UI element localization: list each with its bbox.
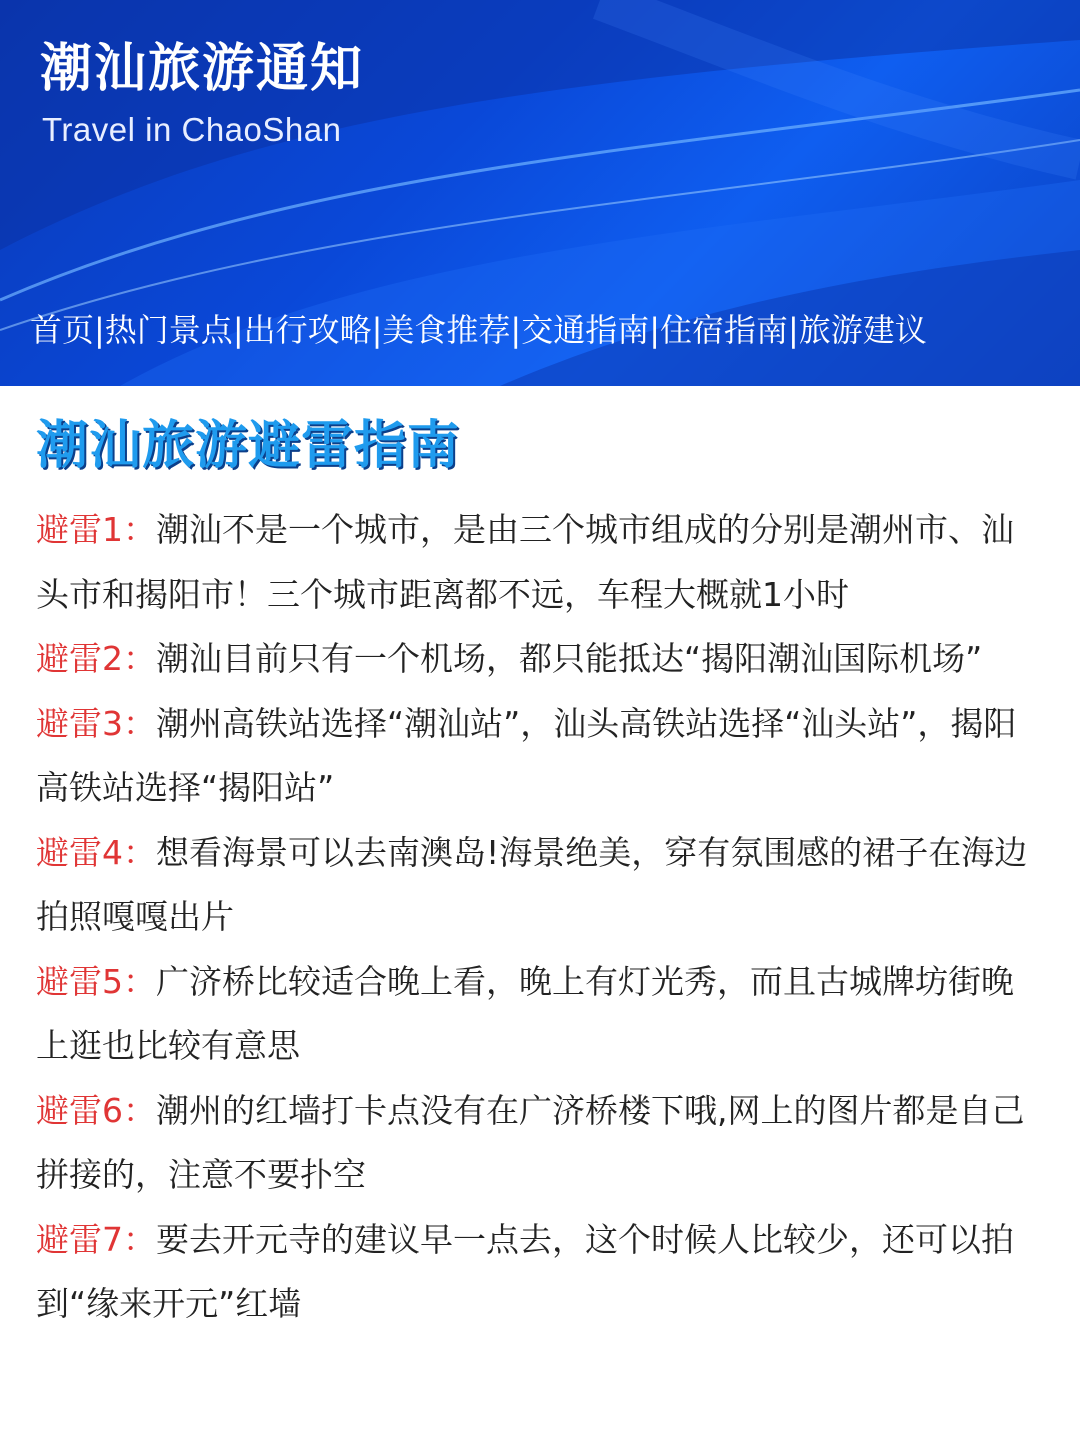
list-item <box>36 627 1046 692</box>
nav-item-suggestions[interactable]: 旅游建议 <box>798 311 927 349</box>
list-item <box>36 950 1046 1079</box>
list-item <box>36 692 1046 821</box>
tip-label: 避雷4： <box>36 832 156 872</box>
tip-label: 避雷2： <box>36 639 156 678</box>
top-nav <box>30 306 1070 354</box>
page-title: 潮汕旅游避雷指南 <box>36 416 461 476</box>
nav-item-home[interactable]: 首页 <box>30 311 95 349</box>
tips-list <box>36 498 1046 1337</box>
tip-text: 广济桥比较适合晚上看，晚上有灯光秀，而且古城牌坊街晚上逛也比较有意思 <box>36 961 1014 1065</box>
tip-label: 避雷1： <box>36 510 156 549</box>
tip-text: 潮州高铁站选择“潮汕站”，汕头高铁站选择“汕头站”，揭阳高铁站选择“揭阳站” <box>36 703 1017 807</box>
nav-item-transport[interactable]: 交通指南 <box>521 311 650 349</box>
tip-text: 潮州的红墙打卡点没有在广济桥楼下哦,网上的图片都是自己拼接的，注意不要扑空 <box>36 1090 1025 1194</box>
main-content <box>0 386 1080 1440</box>
tip-text: 潮汕目前只有一个机场，都只能抵达“揭阳潮汕国际机场” <box>156 639 983 678</box>
tip-text: 想看海景可以去南澳岛!海景绝美，穿有氛围感的裙子在海边拍照嘎嘎出片 <box>36 832 1028 936</box>
list-item <box>36 821 1046 950</box>
tip-label: 避雷7： <box>36 1219 156 1259</box>
tip-text: 潮汕不是一个城市，是由三个城市组成的分别是潮州市、汕头市和揭阳市！三个城市距离都不远，车程大概就1小时 <box>36 510 1014 614</box>
banner-title: 潮汕旅游通知 <box>40 39 365 99</box>
nav-separator: | <box>371 311 383 349</box>
nav-separator: | <box>510 311 522 349</box>
header-banner <box>0 0 1080 386</box>
nav-separator: | <box>788 311 799 349</box>
tip-label: 避雷3： <box>36 703 156 743</box>
banner-subtitle: Travel in ChaoShan <box>42 111 342 148</box>
tip-label: 避雷5： <box>36 961 156 1001</box>
nav-separator: | <box>94 311 105 349</box>
nav-item-travel-tips[interactable]: 出行攻略 <box>243 311 372 349</box>
list-item <box>36 1079 1046 1208</box>
list-item <box>36 1208 1046 1337</box>
nav-item-food[interactable]: 美食推荐 <box>382 311 511 349</box>
nav-separator: | <box>232 311 244 349</box>
nav-item-attractions[interactable]: 热门景点 <box>104 311 233 349</box>
nav-separator: | <box>649 311 660 349</box>
nav-item-lodging[interactable]: 住宿指南 <box>659 311 788 349</box>
tip-label: 避雷6： <box>36 1090 156 1130</box>
tip-text: 要去开元寺的建议早一点去，这个时候人比较少，还可以拍到“缘来开元”红墙 <box>36 1219 1014 1323</box>
list-item <box>36 498 1046 627</box>
